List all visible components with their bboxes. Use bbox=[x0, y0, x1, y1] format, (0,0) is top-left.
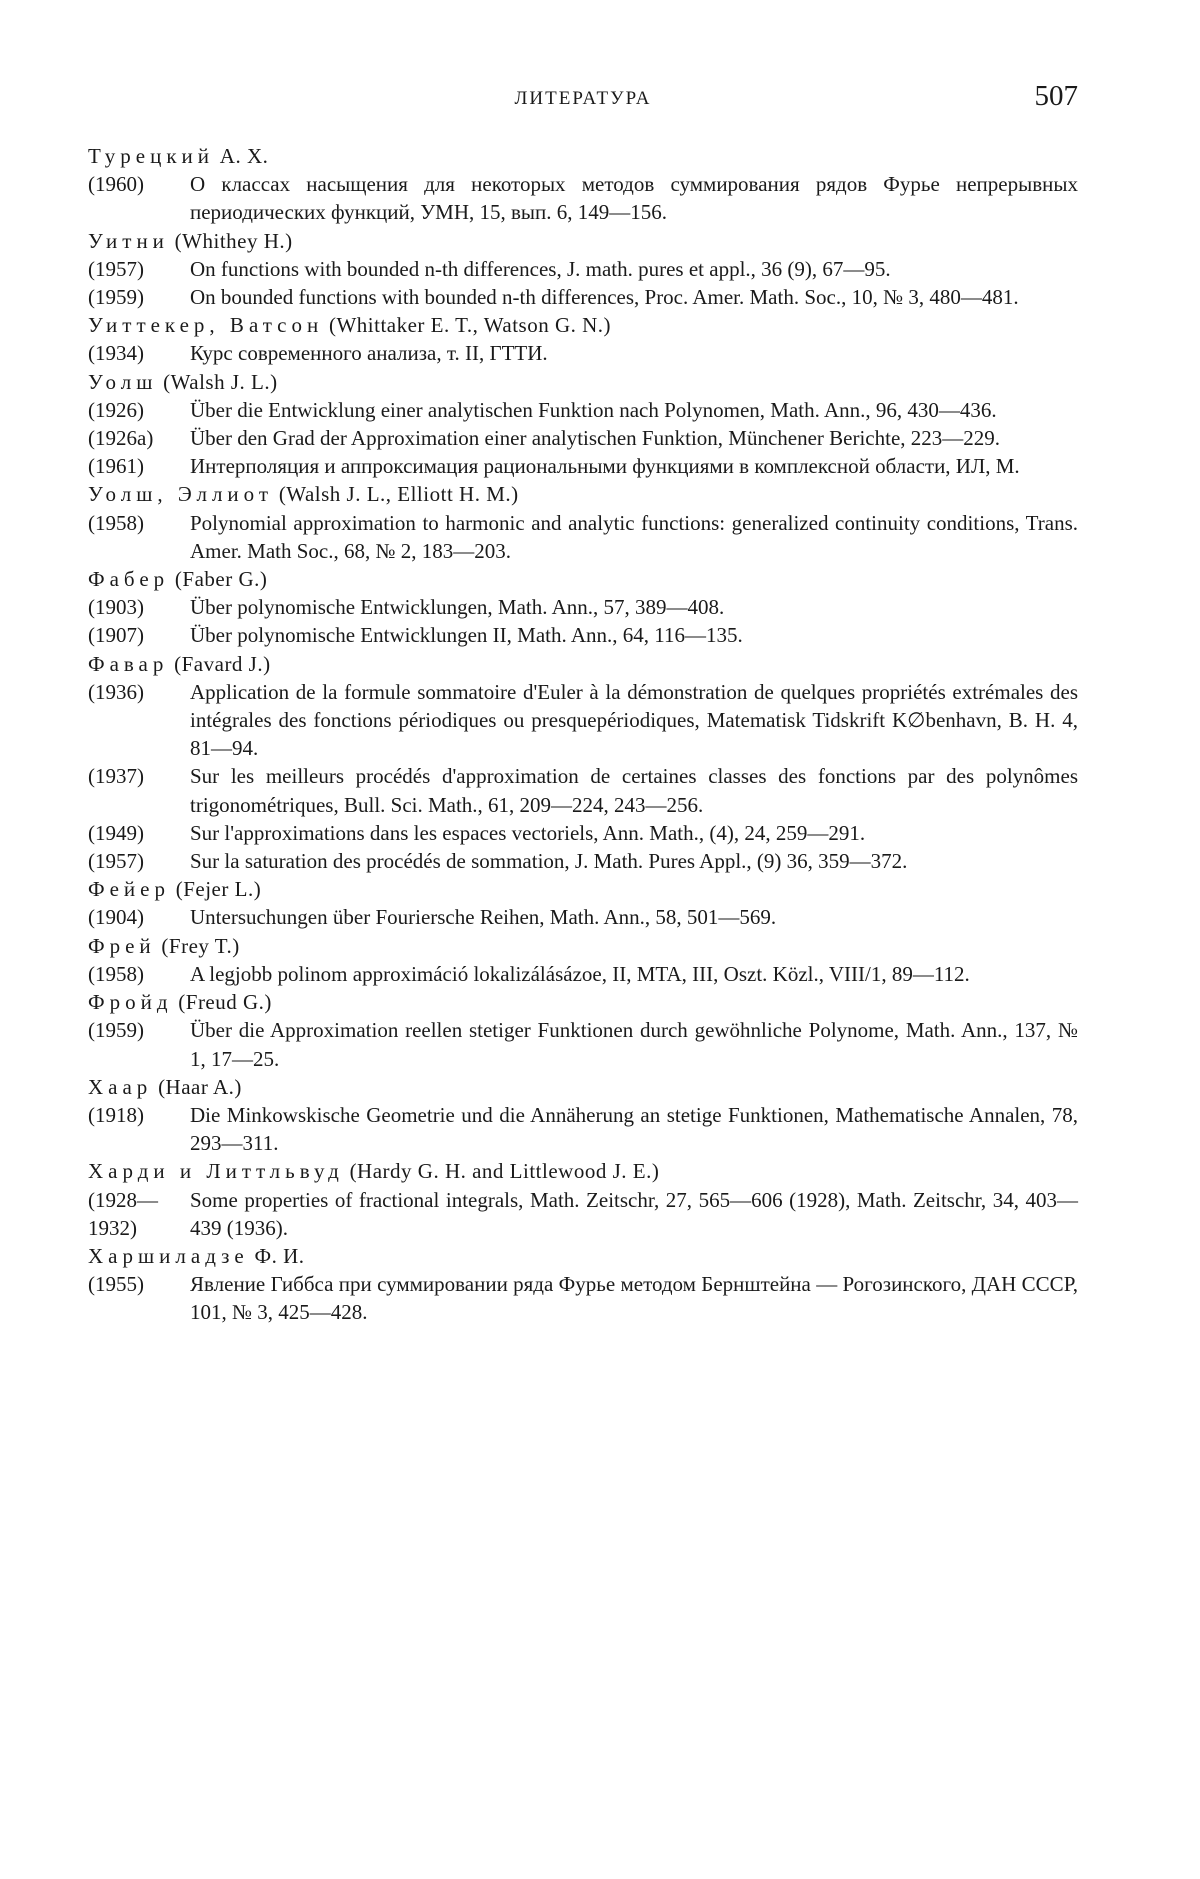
reference-year: (1904) bbox=[88, 905, 144, 930]
reference-entry bbox=[88, 396, 1078, 424]
reference-entry bbox=[88, 960, 1078, 988]
reference-entry bbox=[88, 452, 1078, 480]
reference-entry bbox=[88, 1186, 1078, 1242]
reference-year: (1949) bbox=[88, 820, 144, 845]
reference-entry bbox=[88, 1016, 1078, 1072]
reference-text: A legjobb polinom approximáció lokalizálásázoe, II, MTA, III, Oszt. Közl., VIII/1, 89—112. bbox=[190, 961, 970, 986]
reference-year: (1907) bbox=[88, 623, 144, 648]
reference-entry bbox=[88, 1101, 1078, 1157]
reference-author: Турецкий А. Х. bbox=[88, 144, 269, 168]
reference-year: (1958) bbox=[88, 510, 144, 535]
reference-text: Курс современного анализа, т. II, ГТТИ. bbox=[190, 341, 548, 366]
reference-text: Über die Approximation reellen stetiger Funktionen durch gewöhnliche Polynome, Math. Ann., 137, № 1, 17—25. bbox=[190, 1018, 1078, 1071]
reference-year: (1957) bbox=[88, 849, 144, 874]
reference-author: Фройд (Freud G.) bbox=[88, 990, 272, 1015]
reference-entry bbox=[88, 903, 1078, 931]
reference-entry bbox=[88, 847, 1078, 875]
reference-author: Харшиладзе Ф. И. bbox=[88, 1243, 305, 1268]
reference-year: (1926a) bbox=[88, 426, 154, 451]
reference-entry bbox=[88, 170, 1078, 226]
reference-entry bbox=[88, 424, 1078, 452]
reference-list bbox=[88, 142, 1078, 1327]
reference-entry bbox=[88, 255, 1078, 283]
reference-text: О классах насыщения для некоторых методов суммирования рядов Фурье непрерывных периодических функций, УМН, 15, вып. 6, 149—156. bbox=[190, 172, 1078, 225]
reference-text: Polynomial approximation to harmonic and analytic functions: generalized continuity conditions, Trans. Amer. Math Soc., 68, № 2, 183—203. bbox=[190, 510, 1078, 563]
reference-entry bbox=[88, 593, 1078, 621]
reference-year: (1928—1932) bbox=[88, 1187, 158, 1240]
reference-entry bbox=[88, 762, 1078, 818]
reference-text: Die Minkowskische Geometrie und die Annäherung an stetige Funktionen, Mathematische Annalen, 78, 293—311. bbox=[190, 1102, 1078, 1156]
reference-entry bbox=[88, 1270, 1078, 1326]
reference-entry bbox=[88, 339, 1078, 367]
reference-author: Фавар (Favard J.) bbox=[88, 651, 271, 676]
reference-text: Über polynomische Entwicklungen II, Math. Ann., 64, 116—135. bbox=[190, 623, 743, 648]
reference-text: Sur l'approximations dans les espaces vectoriels, Ann. Math., (4), 24, 259—291. bbox=[190, 820, 866, 845]
reference-text: Untersuchungen über Fouriersche Reihen, Math. Ann., 58, 501—569. bbox=[190, 905, 777, 930]
reference-entry bbox=[88, 283, 1078, 311]
reference-year: (1957) bbox=[88, 256, 144, 281]
reference-text: On bounded functions with bounded n-th differences, Proc. Amer. Math. Soc., 10, № 3, 480—481. bbox=[190, 285, 1019, 310]
reference-year: (1934) bbox=[88, 341, 144, 366]
reference-year: (1926) bbox=[88, 397, 144, 422]
reference-author: Уитни (Whithey H.) bbox=[88, 228, 293, 253]
reference-year: (1955) bbox=[88, 1272, 144, 1297]
reference-year: (1937) bbox=[88, 764, 144, 789]
reference-entry bbox=[88, 621, 1078, 649]
reference-year: (1936) bbox=[88, 679, 144, 704]
reference-text: Some properties of fractional integrals, Math. Zeitschr, 27, 565—606 (1928), Math. Zeitschr, 34, 403—439 (1936). bbox=[190, 1187, 1078, 1240]
reference-year: (1958) bbox=[88, 961, 144, 986]
reference-year: (1961) bbox=[88, 454, 144, 479]
page-header bbox=[88, 80, 1078, 142]
reference-text: Явление Гиббса при суммировании ряда Фурье методом Бернштейна — Рогозинского, ДАН СССР, 101, № 3, 425—428. bbox=[190, 1272, 1078, 1325]
reference-year: (1959) bbox=[88, 285, 144, 310]
reference-year: (1903) bbox=[88, 595, 144, 620]
reference-author: Фрей (Frey T.) bbox=[88, 933, 240, 958]
reference-text: Über polynomische Entwicklungen, Math. Ann., 57, 389—408. bbox=[190, 595, 725, 620]
page bbox=[88, 80, 1078, 1327]
reference-author: Хаар (Haar A.) bbox=[88, 1074, 242, 1099]
reference-text: Über den Grad der Approximation einer analytischen Funktion, Münchener Berichte, 223—229. bbox=[190, 426, 1001, 451]
reference-entry bbox=[88, 819, 1078, 847]
reference-author: Харди и Литтльвуд (Hardy G. H. and Littlewood J. E.) bbox=[88, 1159, 660, 1184]
reference-author: Фейер (Fejer L.) bbox=[88, 877, 262, 902]
reference-text: Интерполяция и аппроксимация рациональными функциями в комплексной области, ИЛ, М. bbox=[190, 454, 1020, 479]
reference-author: Уолш (Walsh J. L.) bbox=[88, 369, 278, 394]
reference-text: On functions with bounded n-th differences, J. math. pures et appl., 36 (9), 67—95. bbox=[190, 256, 891, 281]
running-title: ЛИТЕРАТУРА bbox=[514, 88, 652, 109]
reference-text: Application de la formule sommatoire d'Euler à la démonstration de quelques propriétés extrémales des intégrales des fonctions périodiques ou presquepériodiques, Matematisk Tidskrift K∅benhavn, B. H. 4, 81—94. bbox=[190, 679, 1078, 761]
reference-year: (1959) bbox=[88, 1018, 144, 1043]
reference-text: Sur la saturation des procédés de sommation, J. Math. Pures Appl., (9) 36, 359—372. bbox=[190, 849, 908, 874]
reference-year: (1960) bbox=[88, 172, 144, 197]
reference-entry bbox=[88, 509, 1078, 565]
reference-author: Уолш, Эллиот (Walsh J. L., Elliott H. M.) bbox=[88, 482, 519, 507]
reference-author: Фабер (Faber G.) bbox=[88, 567, 268, 592]
reference-text: Über die Entwicklung einer analytischen Funktion nach Polynomen, Math. Ann., 96, 430—436. bbox=[190, 397, 997, 422]
reference-text: Sur les meilleurs procédés d'approximation de certaines classes des fonctions par des polynômes trigonométriques, Bull. Sci. Math., 61, 209—224, 243—256. bbox=[190, 764, 1078, 817]
page-number: 507 bbox=[1034, 80, 1078, 112]
reference-entry bbox=[88, 678, 1078, 763]
reference-author: Уиттекер, Ватсон (Whittaker E. T., Watson G. N.) bbox=[88, 313, 612, 338]
reference-year: (1918) bbox=[88, 1102, 144, 1127]
